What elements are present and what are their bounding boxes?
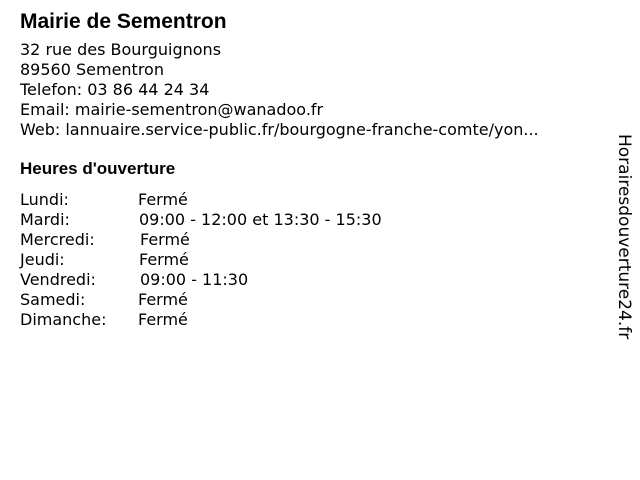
opening-hours-table bbox=[20, 190, 610, 330]
day-label: Mardi: bbox=[20, 210, 70, 229]
opening-hours-heading: Heures d'ouverture bbox=[20, 159, 176, 178]
day-hours: Fermé bbox=[140, 230, 190, 249]
day-hours: Fermé bbox=[138, 290, 188, 309]
address-city: 89560 Sementron bbox=[20, 60, 164, 79]
hours-row-samedi bbox=[20, 290, 610, 310]
day-label: Vendredi: bbox=[20, 270, 96, 289]
day-hours: 09:00 - 11:30 bbox=[140, 270, 249, 289]
hours-row-dimanche bbox=[20, 310, 610, 330]
day-hours: Fermé bbox=[138, 190, 188, 209]
business-card bbox=[20, 8, 610, 330]
site-watermark: Horairesdouverture24.fr bbox=[614, 134, 634, 340]
day-label: Samedi: bbox=[20, 290, 86, 309]
day-label: Dimanche: bbox=[20, 310, 107, 329]
hours-row-mercredi bbox=[20, 230, 610, 250]
hours-row-mardi bbox=[20, 210, 610, 230]
day-hours: 09:00 - 12:00 et 13:30 - 15:30 bbox=[139, 210, 382, 229]
phone-line: Telefon: 03 86 44 24 34 bbox=[20, 80, 210, 99]
page-title: Mairie de Sementron bbox=[20, 10, 227, 33]
day-hours: Fermé bbox=[139, 250, 189, 269]
contact-block bbox=[20, 40, 610, 140]
address-street: 32 rue des Bourguignons bbox=[20, 40, 222, 59]
hours-row-lundi bbox=[20, 190, 610, 210]
day-hours: Fermé bbox=[138, 310, 188, 329]
web-line: Web: lannuaire.service-public.fr/bourgogne-franche-comte/yon... bbox=[20, 120, 539, 139]
day-label: Mercredi: bbox=[20, 230, 95, 249]
hours-row-vendredi bbox=[20, 270, 610, 290]
day-label: Lundi: bbox=[20, 190, 69, 209]
hours-row-jeudi bbox=[20, 250, 610, 270]
day-label: Jeudi: bbox=[20, 250, 65, 269]
email-line: Email: mairie-sementron@wanadoo.fr bbox=[20, 100, 324, 119]
